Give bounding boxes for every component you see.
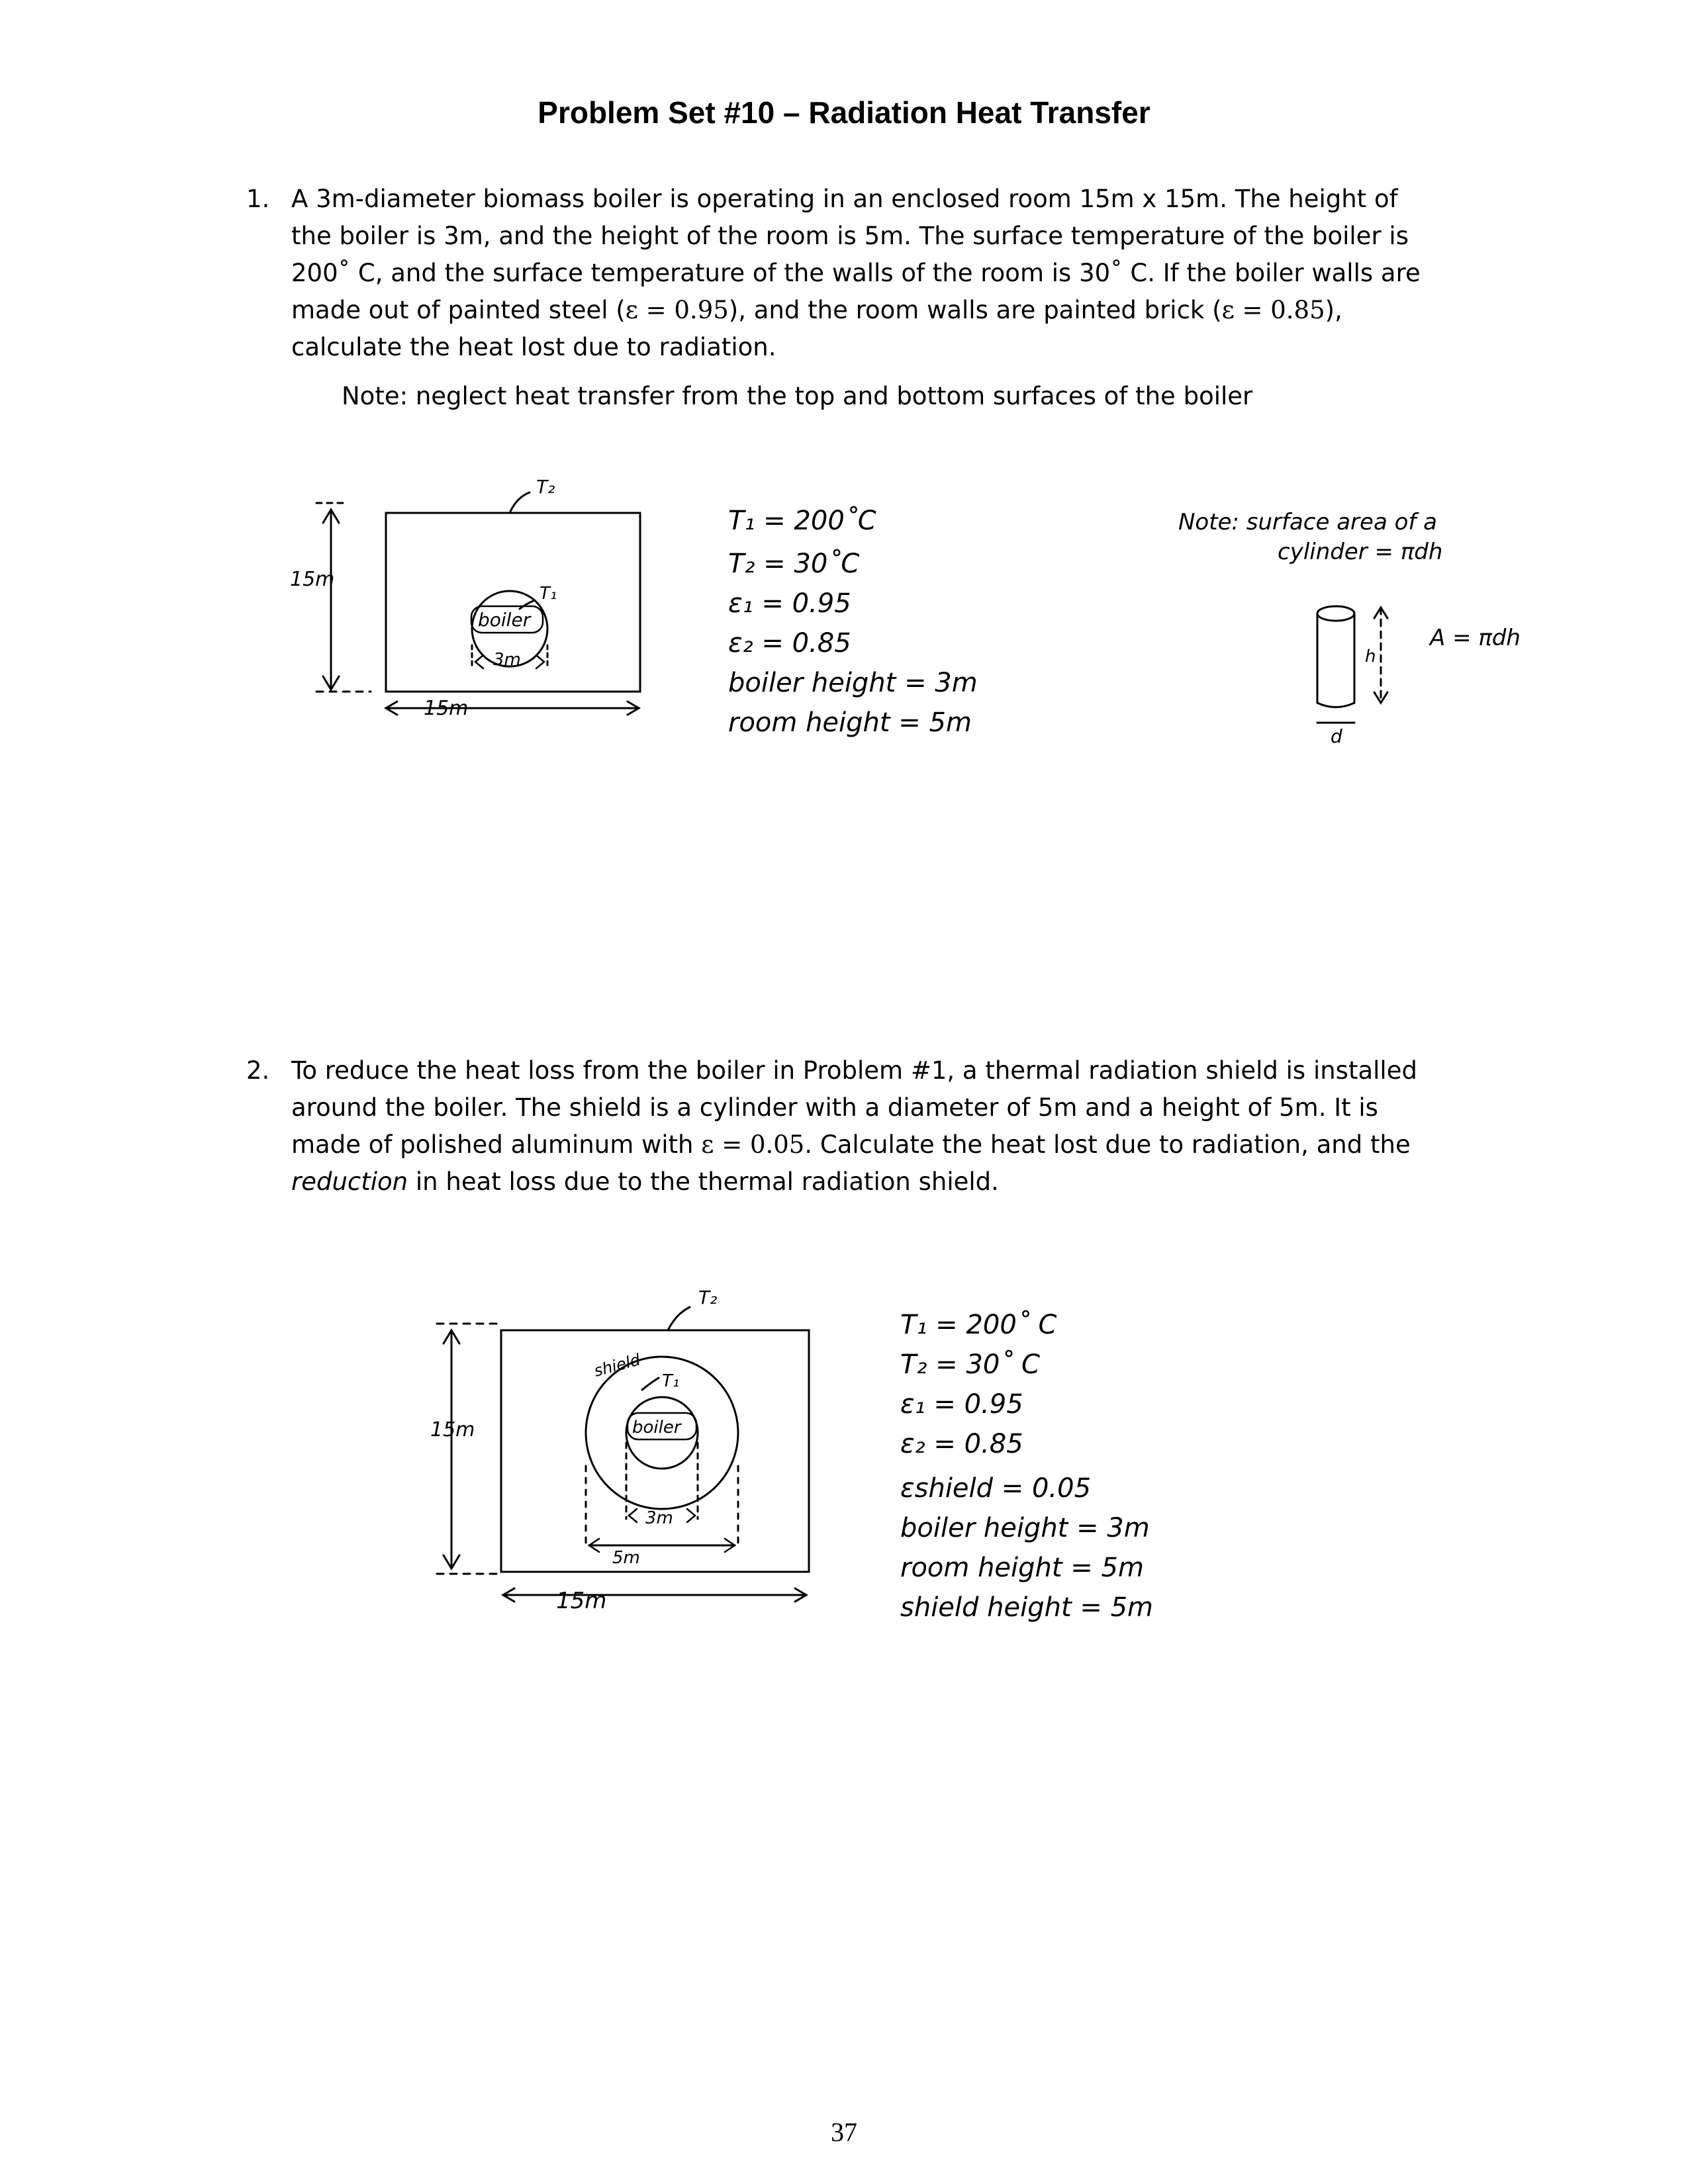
givens-2 bbox=[900, 1310, 1153, 1623]
room-size-label-1: 15m bbox=[290, 568, 335, 591]
problem-2-text-c: in heat loss due to the thermal radiation shield. bbox=[408, 1167, 999, 1196]
problem-1-text-c: ), calculate the heat lost due to radiation. bbox=[291, 296, 1342, 361]
given-2-line: ε₂ = 0.85 bbox=[900, 1429, 1023, 1459]
room-width-label-2: 15m bbox=[556, 1588, 607, 1614]
t2-pointer-2 bbox=[669, 1307, 690, 1329]
shield-diameter-label: 5m bbox=[612, 1548, 640, 1568]
given-2-line: boiler height = 3m bbox=[900, 1513, 1150, 1543]
boiler-dia-arrow-left bbox=[629, 1509, 637, 1522]
t1-label-1: T₁ bbox=[539, 584, 557, 604]
given-1-line: ε₂ = 0.85 bbox=[728, 628, 851, 659]
problem-1-emissivity-brick: ε = 0.85 bbox=[1221, 296, 1325, 324]
given-2-line: room height = 5m bbox=[900, 1553, 1144, 1583]
problem-2-emphasis: reduction bbox=[291, 1167, 408, 1196]
given-1-line: boiler height = 3m bbox=[728, 668, 978, 698]
given-2-line: T₁ = 200˚ C bbox=[900, 1310, 1057, 1340]
given-2-line: shield height = 5m bbox=[900, 1592, 1153, 1623]
cylinder-note-line-2: cylinder = πdh bbox=[1278, 539, 1443, 565]
room-size-label-2: 15m bbox=[430, 1418, 475, 1441]
shield-label: shield bbox=[592, 1350, 643, 1381]
given-1-line: room height = 5m bbox=[728, 707, 972, 738]
boiler-diameter-label-2: 3m bbox=[645, 1508, 673, 1528]
problem-2-text-b: . Calculate the heat lost due to radiation, and the bbox=[804, 1130, 1411, 1159]
t2-label-1: T₂ bbox=[536, 476, 555, 498]
problem-1-text-a: A 3m-diameter biomass boiler is operating in an enclosed room 15m x 15m. The height of the boiler is 3m, and the height of the room is 5m. The surface temperature of the boiler is 200˚ C, and the surface temperature of the walls of the room is 30˚ C. If the boiler walls are made out of painted steel ( bbox=[291, 185, 1421, 324]
given-1-line: ε₁ = 0.95 bbox=[728, 588, 851, 619]
t1-label-2: T₁ bbox=[662, 1371, 680, 1391]
boiler-diameter-label-1: 3m bbox=[493, 650, 521, 670]
problem-2-emissivity: ε = 0.05 bbox=[701, 1130, 805, 1159]
problem-2-number: 2. bbox=[246, 1056, 270, 1085]
boiler-label-2: boiler bbox=[632, 1418, 681, 1437]
problem-1-emissivity-steel: ε = 0.95 bbox=[625, 296, 729, 324]
room-outline-2 bbox=[501, 1330, 809, 1572]
given-2-line: ε₁ = 0.95 bbox=[900, 1389, 1023, 1420]
given-1-line: T₁ = 200˚C bbox=[728, 506, 876, 536]
problem-2-text-a: To reduce the heat loss from the boiler in Problem #1, a thermal radiation shield is installed around the boiler. The shield is a cylinder with a diameter of 5m and a height of 5m. It is made of polished aluminum with bbox=[291, 1056, 1417, 1159]
boiler-dia-arrow-right bbox=[687, 1509, 695, 1522]
boiler-label-1: boiler bbox=[478, 609, 531, 631]
problem-1-number: 1. bbox=[246, 185, 270, 213]
problem-1-note: Note: neglect heat transfer from the top and bottom surfaces of the boiler bbox=[342, 382, 1253, 410]
given-2-line: εshield = 0.05 bbox=[900, 1473, 1092, 1504]
page-title: Problem Set #10 – Radiation Heat Transfer bbox=[538, 95, 1150, 130]
cylinder-note-line-1: Note: surface area of a bbox=[1178, 509, 1437, 535]
t1-pointer-2 bbox=[642, 1378, 659, 1390]
page-number: 37 bbox=[831, 2117, 857, 2147]
given-2-line: T₂ = 30˚ C bbox=[900, 1349, 1040, 1380]
room-width-label-1: 15m bbox=[424, 697, 469, 720]
t2-label-2: T₂ bbox=[698, 1287, 718, 1308]
problem-1-text-b: ), and the room walls are painted brick ( bbox=[728, 296, 1222, 324]
area-formula-label: A = πdh bbox=[1430, 625, 1521, 651]
cylinder-d-label: d bbox=[1331, 725, 1342, 747]
cylinder-h-label: h bbox=[1365, 647, 1376, 666]
given-1-line: T₂ = 30˚C bbox=[728, 549, 860, 579]
